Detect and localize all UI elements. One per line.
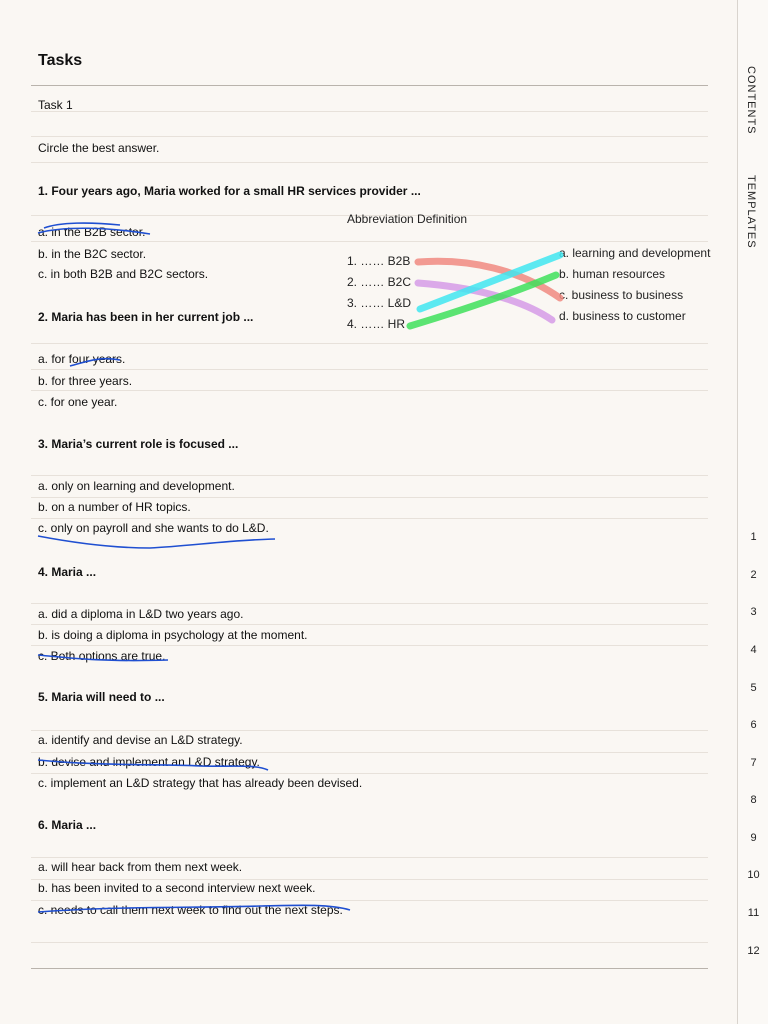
question-2: 2. Maria has been in her current job ...: [38, 310, 254, 324]
q2-option-c[interactable]: c. for one year.: [38, 395, 118, 409]
page-link-3[interactable]: 3: [750, 606, 757, 618]
contents-tab[interactable]: CONTENTS: [745, 66, 757, 135]
q3-option-c[interactable]: c. only on payroll and she wants to do L&D.: [38, 521, 269, 535]
ruled-line: [31, 518, 708, 519]
ink-mark-q3: [38, 536, 275, 548]
definition-a: a. learning and development: [559, 246, 711, 260]
ruled-line: [31, 475, 708, 476]
ruled-line: [31, 603, 708, 604]
task-label: Task 1: [38, 98, 73, 112]
ruled-line: [31, 111, 708, 112]
page-link-8[interactable]: 8: [750, 794, 757, 806]
q4-option-a[interactable]: a. did a diploma in L&D two years ago.: [38, 607, 244, 621]
page-link-7[interactable]: 7: [750, 757, 757, 769]
question-3: 3. Maria’s current role is focused ...: [38, 437, 239, 451]
definition-d: d. business to customer: [559, 309, 686, 323]
q6-option-a[interactable]: a. will hear back from them next week.: [38, 860, 243, 874]
ruled-line: [31, 730, 708, 731]
bottom-divider: [31, 968, 708, 969]
q1-option-a[interactable]: a. in the B2B sector.: [38, 225, 146, 239]
page-link-6[interactable]: 6: [750, 719, 757, 731]
page-link-2[interactable]: 2: [750, 569, 757, 581]
abbreviation-b2c: 2. …… B2C: [347, 275, 412, 289]
match-stroke-b2b: [418, 261, 560, 298]
matching-header: Abbreviation Definition: [347, 212, 468, 226]
q6-option-b[interactable]: b. has been invited to a second interview next week.: [38, 881, 316, 895]
match-stroke-ld: [420, 255, 560, 309]
q4-option-c[interactable]: c. Both options are true.: [38, 649, 166, 663]
ruled-line: [31, 900, 708, 901]
q5-option-b[interactable]: b. devise and implement an L&D strategy.: [38, 755, 260, 769]
abbreviation-ld: 3. …… L&D: [347, 296, 412, 310]
q6-option-c[interactable]: c. needs to call them next week to find out the next steps.: [38, 903, 343, 917]
q4-option-b[interactable]: b. is doing a diploma in psychology at the moment.: [38, 628, 308, 642]
ruled-line: [31, 497, 708, 498]
ruled-line: [31, 752, 708, 753]
q3-option-b[interactable]: b. on a number of HR topics.: [38, 500, 191, 514]
right-sidebar: [737, 0, 768, 1024]
match-stroke-hr: [410, 275, 556, 326]
ruled-line: [31, 645, 708, 646]
q5-option-c[interactable]: c. implement an L&D strategy that has already been devised.: [38, 776, 363, 790]
definition-c: c. business to business: [559, 288, 684, 302]
ruled-line: [31, 343, 708, 344]
ruled-line: [31, 369, 708, 370]
abbreviation-hr: 4. …… HR: [347, 317, 406, 331]
page-link-12[interactable]: 12: [747, 945, 760, 957]
ruled-line: [31, 162, 708, 163]
q2-option-b[interactable]: b. for three years.: [38, 374, 133, 388]
page-link-1[interactable]: 1: [750, 531, 757, 543]
ruled-line: [31, 624, 708, 625]
ruled-line: [31, 857, 708, 858]
title-divider: [31, 85, 708, 86]
q1-option-b[interactable]: b. in the B2C sector.: [38, 247, 147, 261]
ruled-line: [31, 879, 708, 880]
q2-option-a[interactable]: a. for four years.: [38, 352, 126, 366]
definition-b: b. human resources: [559, 267, 666, 281]
instruction-text: Circle the best answer.: [38, 141, 160, 155]
page-link-5[interactable]: 5: [750, 682, 757, 694]
question-6: 6. Maria ...: [38, 818, 97, 832]
q3-option-a[interactable]: a. only on learning and development.: [38, 479, 235, 493]
ruled-line: [31, 773, 708, 774]
ruled-line: [31, 942, 708, 943]
page-link-10[interactable]: 10: [747, 869, 760, 881]
question-4: 4. Maria ...: [38, 565, 97, 579]
q5-option-a[interactable]: a. identify and devise an L&D strategy.: [38, 733, 243, 747]
q1-option-c[interactable]: c. in both B2B and B2C sectors.: [38, 267, 209, 281]
page-link-11[interactable]: 11: [747, 907, 760, 919]
abbreviation-b2b: 1. …… B2B: [347, 254, 411, 268]
ruled-line: [31, 136, 708, 137]
page-link-9[interactable]: 9: [750, 832, 757, 844]
page-link-4[interactable]: 4: [750, 644, 757, 656]
match-stroke-b2c: [418, 283, 552, 320]
templates-tab[interactable]: TEMPLATES: [745, 175, 757, 249]
question-5: 5. Maria will need to ...: [38, 690, 165, 704]
page-title: Tasks: [38, 52, 83, 69]
ruled-line: [31, 241, 708, 242]
ruled-line: [31, 390, 708, 391]
question-1: 1. Four years ago, Maria worked for a small HR services provider ...: [38, 184, 421, 198]
